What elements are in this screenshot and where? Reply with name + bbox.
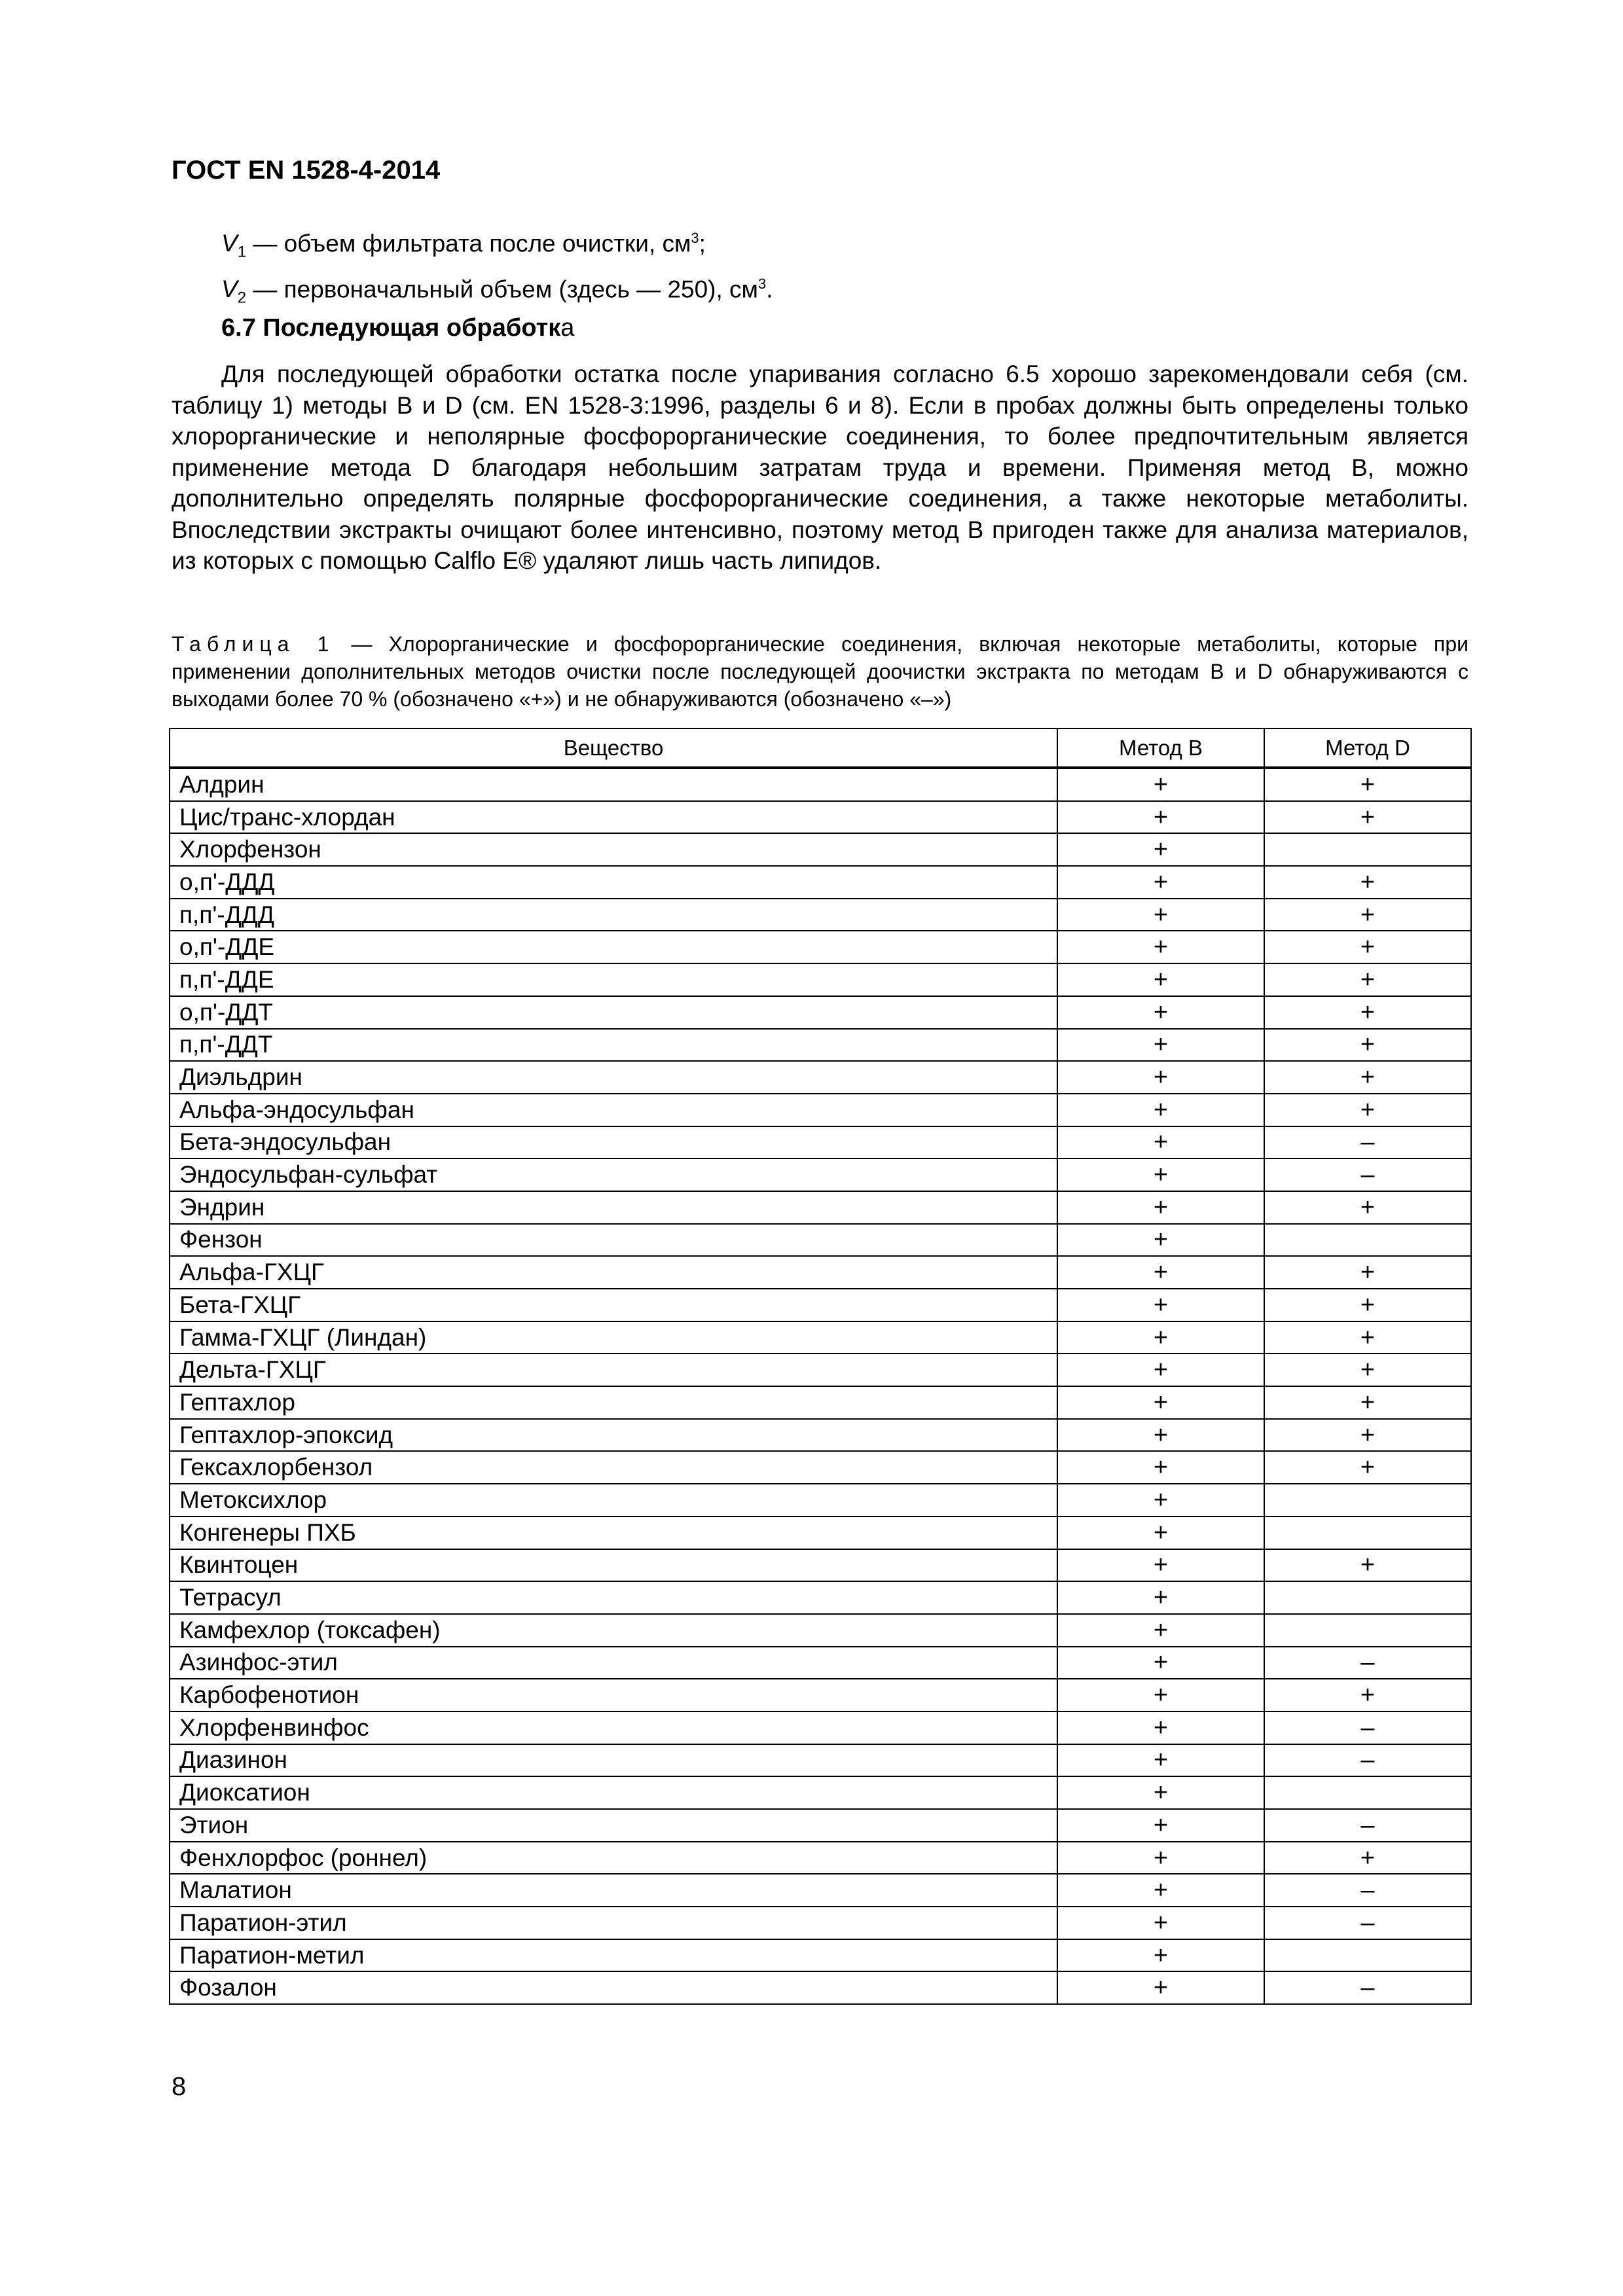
variable-symbol: $V_1$ — [221, 230, 247, 261]
table-row — [170, 1971, 1471, 2004]
method-b-cell: + — [1057, 899, 1264, 931]
method-b-cell: + — [1057, 1971, 1264, 2004]
substance-cell: о,п'-ДДТ — [170, 996, 1057, 1029]
substance-cell: Фозалон — [170, 1971, 1057, 2004]
substance-cell: Эндрин — [170, 1191, 1057, 1224]
table-row — [170, 1256, 1471, 1289]
method-d-cell — [1264, 1776, 1471, 1809]
table-row — [170, 1094, 1471, 1126]
substance-cell: Бета-эндосульфан — [170, 1126, 1057, 1159]
method-b-cell: + — [1057, 1907, 1264, 1939]
substance-cell: Хлорфензон — [170, 833, 1057, 866]
method-b-cell: + — [1057, 1224, 1264, 1257]
table-row — [170, 1549, 1471, 1582]
method-d-cell: + — [1264, 996, 1471, 1029]
substance-cell: п,п'-ДДЕ — [170, 963, 1057, 996]
table-row — [170, 1126, 1471, 1159]
variable-symbol: $V_2$ — [221, 276, 247, 307]
table-row — [170, 1679, 1471, 1712]
method-b-cell: + — [1057, 931, 1264, 963]
method-d-cell: + — [1264, 1679, 1471, 1712]
substance-cell: Цис/транс-хлордан — [170, 801, 1057, 834]
substance-cell: Диоксатион — [170, 1776, 1057, 1809]
method-d-cell — [1264, 1939, 1471, 1972]
method-d-cell — [1264, 1224, 1471, 1257]
method-b-cell: + — [1057, 1191, 1264, 1224]
table-caption — [172, 630, 1468, 713]
substance-cell: Гексахлорбензол — [170, 1451, 1057, 1484]
method-d-cell: + — [1264, 1321, 1471, 1354]
definition-v1: $V_1$ — объем фильтрата после очистки, $см^3$; — [221, 230, 706, 261]
method-d-cell: + — [1264, 1191, 1471, 1224]
table-row — [170, 1289, 1471, 1321]
table-row — [170, 1907, 1471, 1939]
table-row — [170, 1061, 1471, 1094]
substance-cell: Гептахлор-эпоксид — [170, 1419, 1057, 1452]
method-d-cell: + — [1264, 963, 1471, 996]
substance-cell: п,п'-ДДД — [170, 899, 1057, 931]
table-row — [170, 1614, 1471, 1647]
method-b-cell: + — [1057, 1094, 1264, 1126]
method-b-cell: + — [1057, 1029, 1264, 1062]
method-b-cell: + — [1057, 1842, 1264, 1874]
table-row — [170, 1581, 1471, 1614]
definition-text: — объем фильтрата после очистки, см — [246, 230, 691, 257]
method-d-cell — [1264, 1614, 1471, 1647]
substance-cell: Альфа-эндосульфан — [170, 1094, 1057, 1126]
method-b-cell: + — [1057, 1256, 1264, 1289]
method-d-cell — [1264, 1516, 1471, 1549]
substance-cell: Метоксихлор — [170, 1484, 1057, 1516]
table-row — [170, 1647, 1471, 1679]
definition-text: — первоначальный объем (здесь — 250), см — [246, 276, 758, 303]
table-row — [170, 1386, 1471, 1419]
method-b-cell: + — [1057, 1451, 1264, 1484]
page-number: 8 — [172, 2072, 187, 2101]
substance-cell: Эндосульфан-сульфат — [170, 1158, 1057, 1191]
substance-cell: о,п'-ДДЕ — [170, 931, 1057, 963]
method-d-cell — [1264, 1484, 1471, 1516]
method-d-cell: + — [1264, 899, 1471, 931]
method-d-cell: + — [1264, 1289, 1471, 1321]
method-b-cell: + — [1057, 1158, 1264, 1191]
column-header-method-b: Метод B — [1057, 728, 1264, 768]
method-d-cell: + — [1264, 801, 1471, 834]
method-d-cell: – — [1264, 1874, 1471, 1907]
substance-cell: Тетрасул — [170, 1581, 1057, 1614]
definition-v2: $V_2$ — первоначальный объем (здесь — 250), $см^3$. — [221, 275, 773, 307]
method-d-cell: + — [1264, 1061, 1471, 1094]
table-row — [170, 1191, 1471, 1224]
table-row — [170, 1516, 1471, 1549]
table-row — [170, 833, 1471, 866]
method-b-cell: + — [1057, 1809, 1264, 1842]
table-row — [170, 1484, 1471, 1516]
method-d-cell — [1264, 1581, 1471, 1614]
method-d-cell: – — [1264, 1647, 1471, 1679]
table-row — [170, 931, 1471, 963]
method-b-cell: + — [1057, 801, 1264, 834]
table-row — [170, 1712, 1471, 1744]
substance-cell: Бета-ГХЦГ — [170, 1289, 1057, 1321]
method-b-cell: + — [1057, 866, 1264, 899]
substance-cell: Карбофенотион — [170, 1679, 1057, 1712]
method-b-cell: + — [1057, 1484, 1264, 1516]
table-row — [170, 1939, 1471, 1972]
method-d-cell: + — [1264, 1419, 1471, 1452]
document-header: ГОСТ EN 1528-4-2014 — [172, 156, 441, 185]
table-row — [170, 963, 1471, 996]
substance-cell: Дельта-ГХЦГ — [170, 1354, 1057, 1386]
table-row — [170, 1874, 1471, 1907]
substance-cell: Конгенеры ПХБ — [170, 1516, 1057, 1549]
method-b-cell: + — [1057, 768, 1264, 801]
substance-cell: Диэльдрин — [170, 1061, 1057, 1094]
substance-cell: Гептахлор — [170, 1386, 1057, 1419]
table-row — [170, 996, 1471, 1029]
method-d-cell: – — [1264, 1907, 1471, 1939]
substance-cell: п,п'-ДДТ — [170, 1029, 1057, 1062]
method-b-cell: + — [1057, 833, 1264, 866]
table-header-row — [170, 728, 1471, 768]
method-b-cell: + — [1057, 1354, 1264, 1386]
substance-cell: Фензон — [170, 1224, 1057, 1257]
method-b-cell: + — [1057, 1679, 1264, 1712]
table-row — [170, 899, 1471, 931]
method-d-cell: – — [1264, 1744, 1471, 1777]
method-b-cell: + — [1057, 1549, 1264, 1582]
method-d-cell: + — [1264, 1094, 1471, 1126]
method-d-cell: + — [1264, 866, 1471, 899]
substance-cell: Диазинон — [170, 1744, 1057, 1777]
method-b-cell: + — [1057, 1289, 1264, 1321]
table-row — [170, 1809, 1471, 1842]
method-b-cell: + — [1057, 1744, 1264, 1777]
table-row — [170, 801, 1471, 834]
method-b-cell: + — [1057, 1614, 1264, 1647]
method-b-cell: + — [1057, 1126, 1264, 1159]
table-row — [170, 1224, 1471, 1257]
method-d-cell: + — [1264, 1842, 1471, 1874]
substance-cell: Хлорфенвинфос — [170, 1712, 1057, 1744]
method-b-cell: + — [1057, 1939, 1264, 1972]
method-d-cell: + — [1264, 1029, 1471, 1062]
method-b-cell: + — [1057, 1419, 1264, 1452]
substance-cell: Паратион-метил — [170, 1939, 1057, 1972]
method-d-cell: – — [1264, 1158, 1471, 1191]
table-caption-text: — Хлорорганические и фосфорорганические соединения, включая некоторые метаболиты, которые при применении дополнительных методов очистки после последующей доочистки экстракта по методам B и D обнаруживаются с выходами более 70 % (обозначено «+») и не обнаруживаются (обозначено «–») — [172, 632, 1469, 711]
table-row — [170, 768, 1471, 801]
method-d-cell: – — [1264, 1971, 1471, 2004]
method-b-cell: + — [1057, 1647, 1264, 1679]
substances-table — [169, 728, 1472, 2005]
method-b-cell: + — [1057, 1874, 1264, 1907]
table-body — [170, 768, 1471, 2004]
table-row — [170, 1842, 1471, 1874]
substance-cell: Гамма-ГХЦГ (Линдан) — [170, 1321, 1057, 1354]
table-label: Таблица 1 — [172, 632, 335, 656]
method-b-cell: + — [1057, 996, 1264, 1029]
substance-cell: Азинфос-этил — [170, 1647, 1057, 1679]
method-d-cell: – — [1264, 1712, 1471, 1744]
table-row — [170, 1158, 1471, 1191]
column-header-substance: Вещество — [170, 728, 1057, 768]
table-row — [170, 1029, 1471, 1062]
method-d-cell: + — [1264, 1549, 1471, 1582]
method-d-cell: + — [1264, 768, 1471, 801]
method-b-cell: + — [1057, 963, 1264, 996]
method-b-cell: + — [1057, 1386, 1264, 1419]
table-row — [170, 1419, 1471, 1452]
method-d-cell: + — [1264, 1451, 1471, 1484]
method-b-cell: + — [1057, 1321, 1264, 1354]
column-header-method-d: Метод D — [1264, 728, 1471, 768]
method-b-cell: + — [1057, 1516, 1264, 1549]
substance-cell: Квинтоцен — [170, 1549, 1057, 1582]
section-title: 6.7 Последующая обработка — [221, 314, 575, 342]
substance-cell: Алдрин — [170, 768, 1057, 801]
table-row — [170, 1321, 1471, 1354]
substance-cell: Паратион-этил — [170, 1907, 1057, 1939]
method-b-cell: + — [1057, 1712, 1264, 1744]
method-d-cell: – — [1264, 1126, 1471, 1159]
method-d-cell: – — [1264, 1809, 1471, 1842]
method-d-cell: + — [1264, 1386, 1471, 1419]
substance-cell: Альфа-ГХЦГ — [170, 1256, 1057, 1289]
body-paragraph: Для последующей обработки остатка после упаривания согласно 6.5 хорошо зарекомендовали себя (см. таблицу 1) методы B и D (см. EN 1528-3:1996, разделы 6 и 8). Если в пробах должны быть определены только хлорорганические и неполярные фосфорорганические соединения, то более предпочтительным является применение метода D благодаря небольшим затратам труда и времени. Применяя метод B, можно дополнительно определять полярные фосфорорганические соединения, а также некоторые метаболиты. Впоследствии экстракты очищают более интенсивно, поэтому метод B пригоден также для анализа материалов, из которых с помощью Calflo E® удаляют лишь часть липидов. — [172, 361, 1468, 574]
substance-cell: Камфехлор (токсафен) — [170, 1614, 1057, 1647]
substance-cell: о,п'-ДДД — [170, 866, 1057, 899]
method-d-cell: + — [1264, 931, 1471, 963]
table-row — [170, 1451, 1471, 1484]
variable-definitions — [221, 223, 773, 314]
substance-cell: Этион — [170, 1809, 1057, 1842]
method-b-cell: + — [1057, 1581, 1264, 1614]
method-b-cell: + — [1057, 1776, 1264, 1809]
table-row — [170, 866, 1471, 899]
substance-cell: Малатион — [170, 1874, 1057, 1907]
table-row — [170, 1744, 1471, 1777]
method-b-cell: + — [1057, 1061, 1264, 1094]
method-d-cell — [1264, 833, 1471, 866]
table-row — [170, 1354, 1471, 1386]
method-d-cell: + — [1264, 1354, 1471, 1386]
method-d-cell: + — [1264, 1256, 1471, 1289]
substance-cell: Фенхлорфос (роннел) — [170, 1842, 1057, 1874]
table-row — [170, 1776, 1471, 1809]
